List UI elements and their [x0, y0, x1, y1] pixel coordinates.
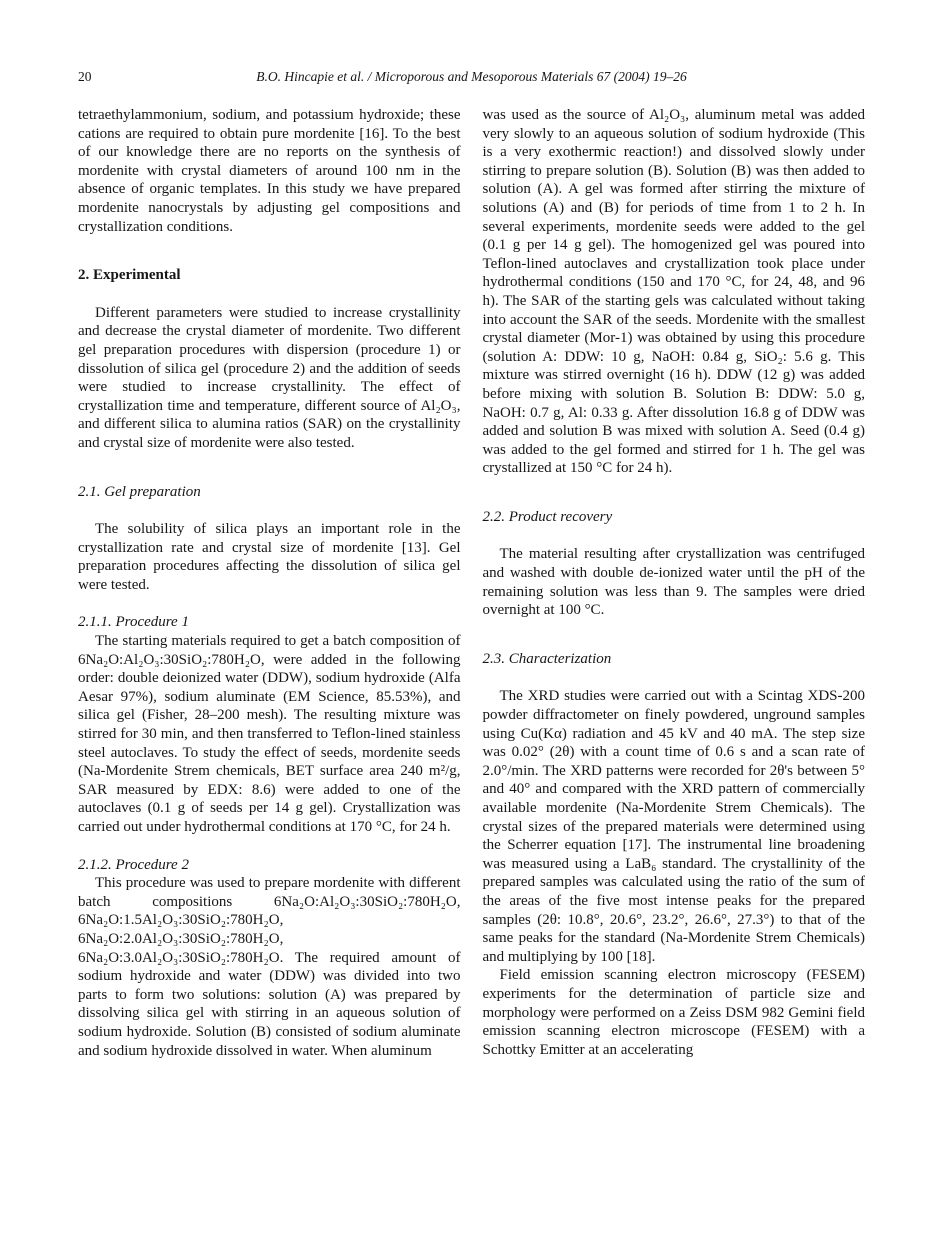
left-column — [78, 106, 461, 1060]
page-header — [78, 68, 865, 88]
heading-characterization: 2.3. Characterization — [482, 650, 612, 667]
page-number: 20 — [78, 69, 92, 84]
running-title: B.O. Hincapie et al. / Microporous and Mesoporous Materials 67 (2004) 19–26 — [256, 69, 687, 84]
heading-procedure-2: 2.1.2. Procedure 2 — [78, 856, 189, 873]
heading-product-recovery: 2.2. Product recovery — [482, 508, 613, 525]
paragraph-procedure-2: This procedure was used to prepare mordenite with different batch compositions 6Na₂O:Al₂O₃:30SiO₂:780H₂O, 6Na₂O:1.5Al₂O₃:30SiO₂:780H₂O, 6Na₂O:2.0Al₂O₃:30SiO₂:780H₂O, 6Na₂O:3.0Al₂O₃:30SiO₂:780H₂O. The required amount of sodium hydroxide and water (DDW) was divided into two parts to form two solutions: solution (A) was prepared by dissolving silica gel with stirring in an aqueous solution of sodium hydroxide. Solution (B) consisted of sodium aluminate and sodium hydroxide dissolved in water. When aluminum — [78, 875, 461, 1059]
paragraph-xrd: The XRD studies were carried out with a Scintag XDS-200 powder diffractometer on finely powdered, unground samples using Cu(Kα) radiation and 45 kV and 40 mA. The step size was 0.02° (2θ) with a count time of 0.6 s and a scan rate of 2.0°/min. The XRD patterns were recorded for 2θ's between 5° and 40° and compared with the XRD pattern of commercially available mordenite (Na-Mordenite Strem Chemicals). The crystal sizes of the prepared materials were determined using the Scherrer equation [17]. The instrumental line broadening was measured using a LaB₆ standard. The crystallinity of the prepared samples was calculated using the ratio of the sum of the areas of the five most intense peaks for the prepared samples (2θ: 10.8°, 20.6°, 23.2°, 26.6°, 27.3°) to that of the same peaks for the standard (Na-Mordenite Strem Chemicals) and multiplying by 100 [18]. — [482, 688, 865, 965]
heading-experimental: 2. Experimental — [78, 267, 181, 284]
paragraph-product-recovery: The material resulting after crystallization was centrifuged and washed with double de-ionized water until the pH of the remaining solution was less than 9. The samples were dried overnight at 100 °C. — [482, 546, 865, 619]
paragraph-procedure-2-continuation: was used as the source of Al₂O₃, aluminum metal was added very slowly to an aqueous solution of sodium hydroxide (This is a very exothermic reaction!) and dissolved slowly under stirring to prepare solution (B). Solution (B) was then added to solution (A). A gel was formed after stirring the mixture of solutions (A) and (B) for periods of time from 1 to 2 h. In several experiments, mordenite seeds were added to the gel (0.1 g per 14 g gel). The homogenized gel was poured into Teflon-lined autoclaves and crystallization took place under hydrothermal conditions (150 and 170 °C, for 24, 48, and 96 h). The SAR of the starting gels was calculated without taking into account the SAR of the seeds. Mordenite with the smallest crystal diameter (Mor-1) was obtained by using this procedure (solution A: DDW: 10 g, NaOH: 0.84 g, SiO₂: 5.6 g. This mixture was stirred overnight (16 h). DDW (12 g) was added before mixing with solution B. Solution B: DDW: 5.0 g, NaOH: 0.7 g, Al: 0.33 g. After dissolution 16.8 g of DDW was added and solution B was mixed with solution A. Seed (0.4 g) was added to the gel formed and stirred for 1 h. The gel was crystallized at 150 °C for 24 h). — [482, 107, 865, 477]
two-column-body — [78, 106, 865, 1060]
heading-gel-preparation: 2.1. Gel preparation — [78, 483, 201, 500]
paragraph-fesem: Field emission scanning electron microscopy (FESEM) experiments for the determination of particle size and morphology were performed on a Zeiss DSM 982 Gemini field emission scanning electron microscope (FESEM) with a Schottky Emitter at an accelerating — [482, 967, 865, 1058]
paragraph-intro-continuation: tetraethylammonium, sodium, and potassium hydroxide; these cations are required to obtain pure mordenite [16]. To the best of our knowledge there are no reports on the synthesis of mordenite with crystal diameters of around 100 nm in the absence of organic templates. In this study we have prepared mordenite nanocrystals by adjusting gel compositions and crystallization conditions. — [78, 107, 461, 235]
paragraph-procedure-1: The starting materials required to get a batch composition of 6Na₂O:Al₂O₃:30SiO₂:780H₂O, were added in the following order: double deionized water (DDW), sodium hydroxide (Alfa Aesar 97%), sodium aluminate (EM Science, 85.53%), and silica gel (Fisher, 28–200 mesh). The resulting mixture was stirred for 30 min, and then transferred to Teflon-lined stainless steel autoclaves. To study the effect of seeds, mordenite seeds (Na-Mordenite Strem chemicals, BET surface area 240 m²/g, SAR measured by EDX: 8.6) were added to one of the autoclaves (0.1 g of seeds per 14 g gel). Crystallization was carried out under hydrothermal conditions at 170 °C, for 24 h. — [78, 633, 461, 835]
paragraph-experimental: Different parameters were studied to increase crystallinity and decrease the crystal diameter of mordenite. Two different gel preparation procedures with dispersion (procedure 1) or dissolution of silica gel (procedure 2) and the addition of seeds were studied to increase crystallinity. The effect of crystallization time and temperature, different source of Al₂O₃, and different silica to alumina ratios (SAR) on the crystallinity and crystal size of mordenite were also tested. — [78, 304, 461, 451]
right-column — [483, 106, 866, 1060]
heading-procedure-1: 2.1.1. Procedure 1 — [78, 614, 189, 631]
paragraph-gel-preparation: The solubility of silica plays an important role in the crystallization rate and crystal size of mordenite [13]. Gel preparation procedures affecting the dissolution of silica gel were tested. — [78, 521, 461, 593]
